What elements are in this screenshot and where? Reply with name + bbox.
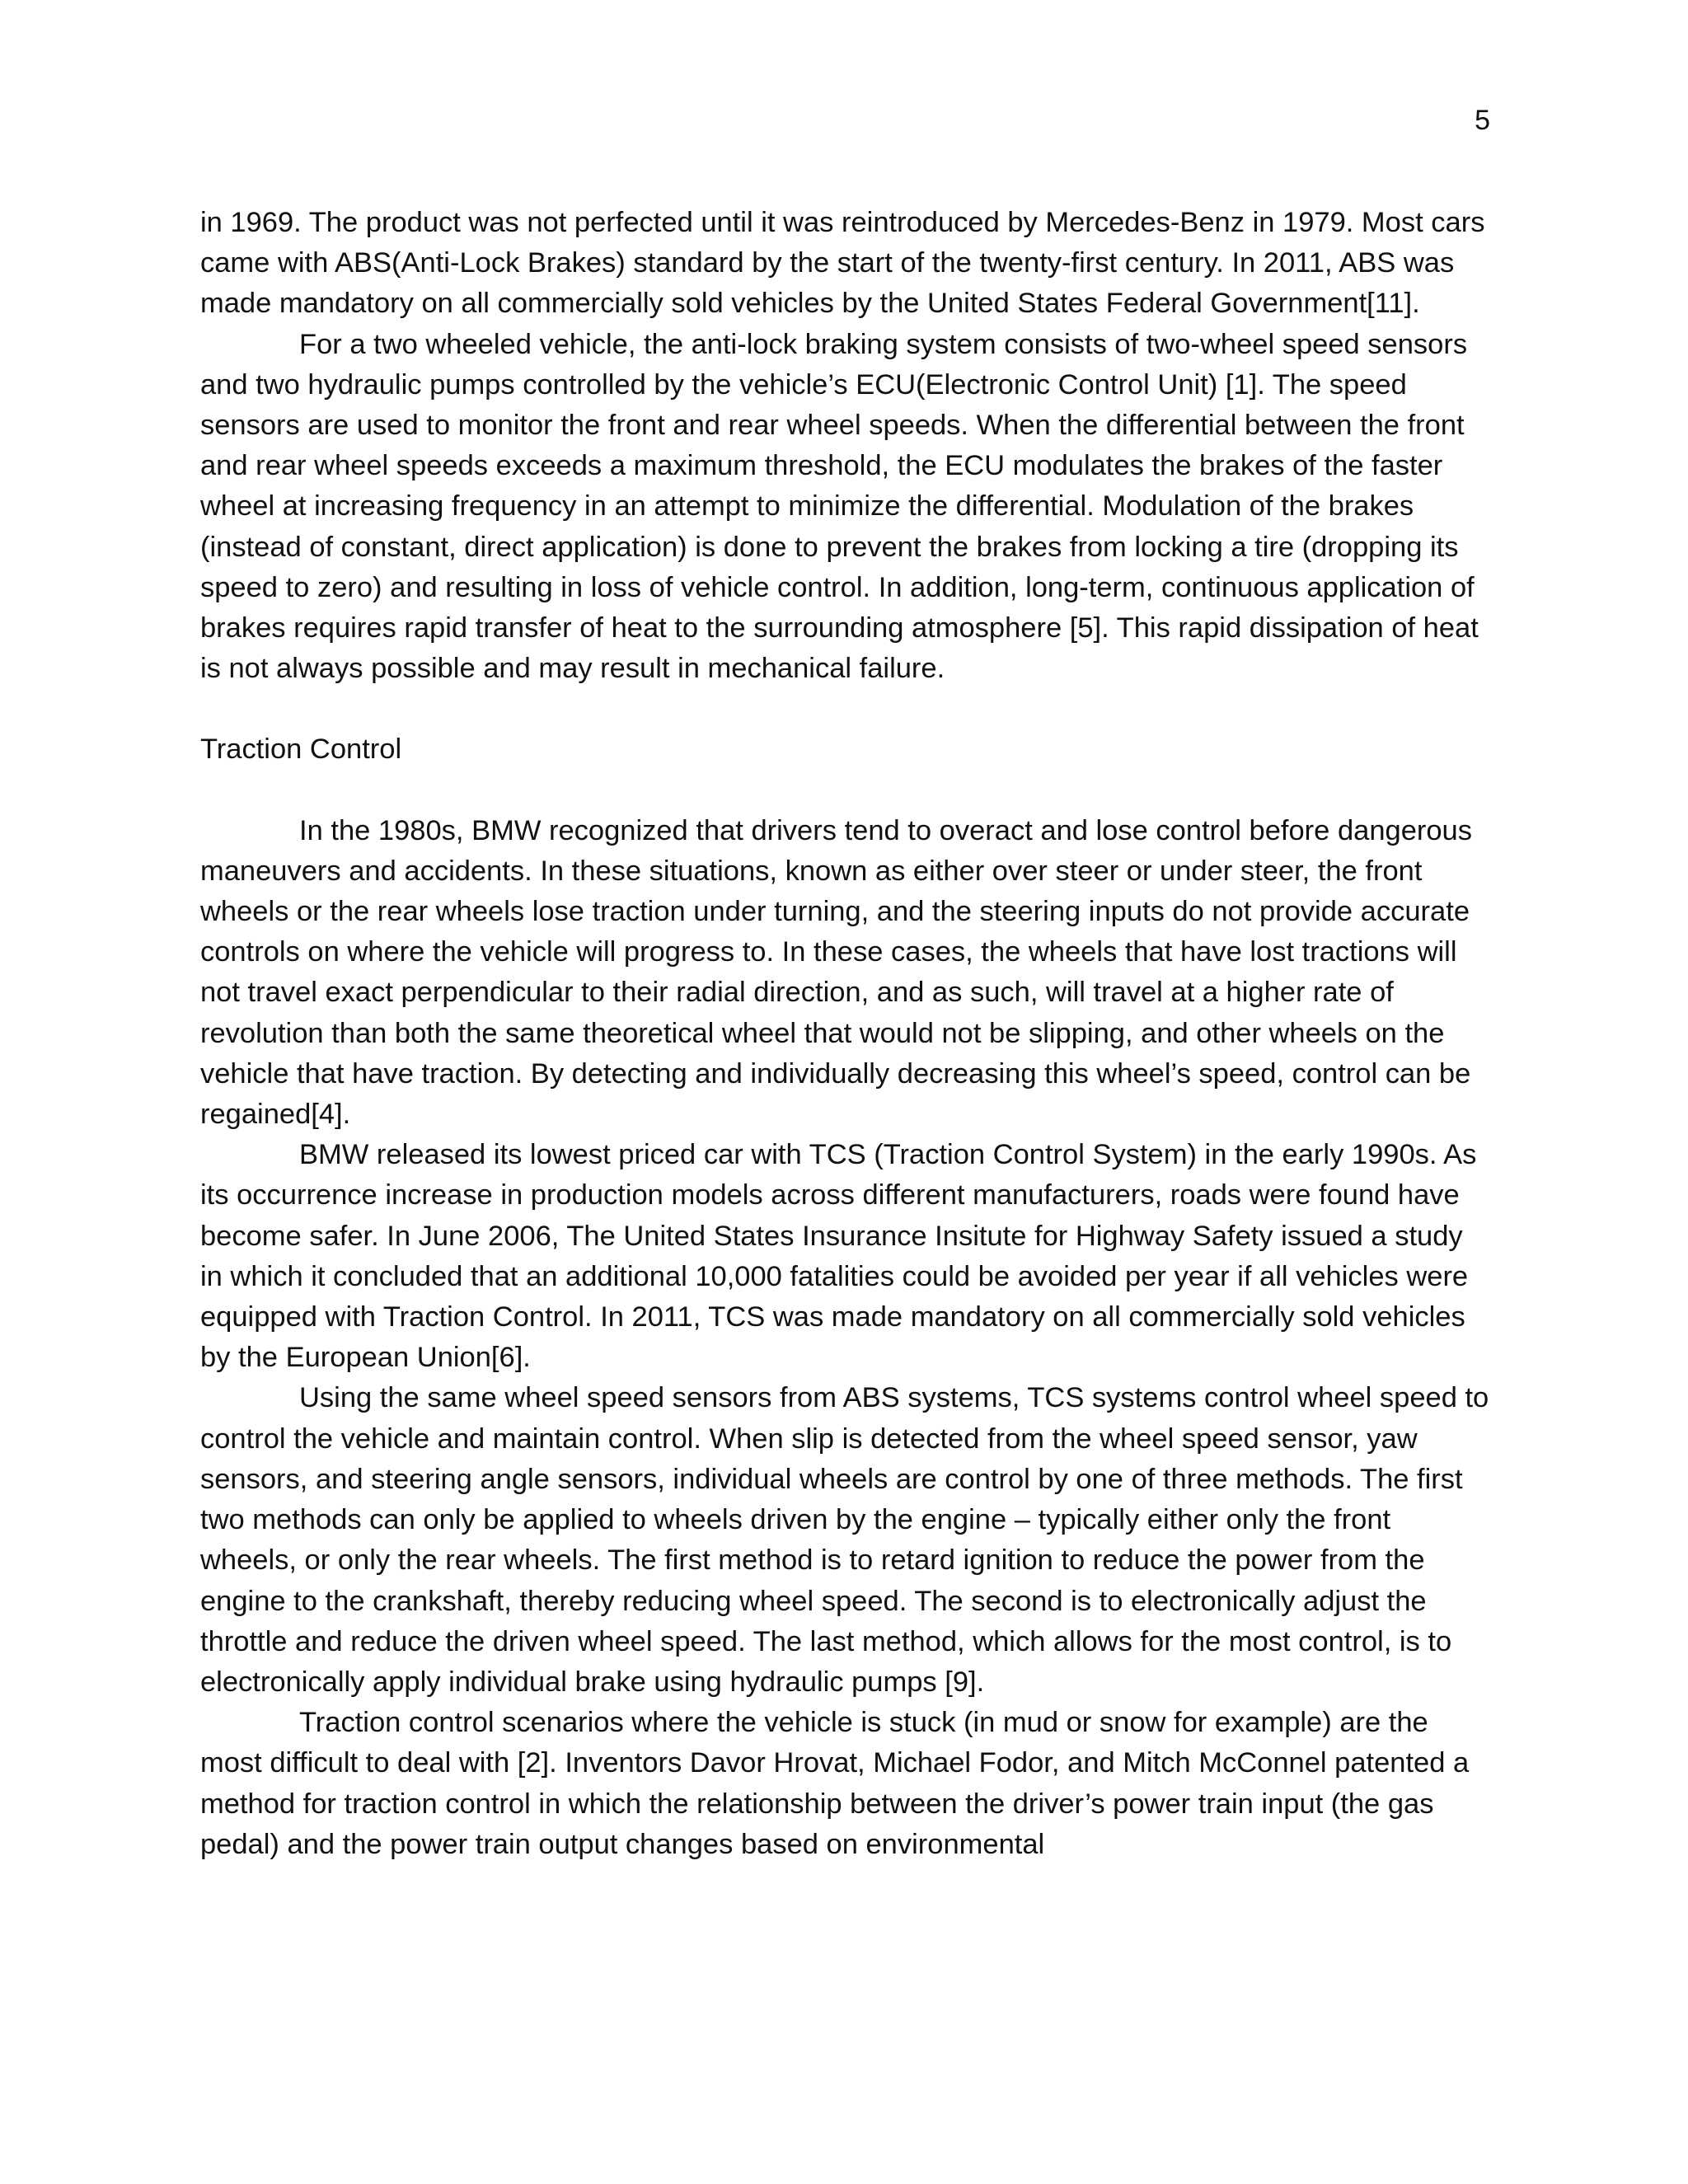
section-heading-traction-control: Traction Control: [200, 733, 402, 766]
paragraph-stuck-vehicle-traction: Traction control scenarios where the vehicle is stuck (in mud or snow for example) are the most difficult to deal with [2]. Inventors Davor Hrovat, Michael Fodor, and Mitch McConnel patented a method for traction control in which the relationship between the driver’s power train input (the gas pedal) and the power train output changes based on environmental: [200, 1707, 1470, 1860]
paragraph-tcs-methods: Using the same wheel speed sensors from ABS systems, TCS systems control wheel speed to control the vehicle and maintain control. When slip is detected from the wheel speed sensor, yaw sensors, and steering angle sensors, individual wheels are control by one of three methods. The first two methods can only be applied to wheels driven by the engine – typically either only the front wheels, or only the rear wheels. The first method is to retard ignition to reduce the power from the engine to the crankshaft, thereby reducing wheel speed. The second is to electronically adjust the throttle and reduce the driven wheel speed. The last method, which allows for the most control, is to electronically apply individual brake using hydraulic pumps [9].: [200, 1382, 1489, 1698]
paragraph-bmw-tcs-release: BMW released its lowest priced car with TCS (Traction Control System) in the early 1990s. As its occurrence increase in production models across different manufacturers, roads were found have become safer. In June 2006, The United States Insurance Insitute for Highway Safety issued a study in which it concluded that an additional 10,000 fatalities could be avoided per year if all vehicles were equipped with Traction Control. In 2011, TCS was made mandatory on all commercially sold vehicles by the European Union[6].: [200, 1139, 1477, 1374]
paragraph-continuation-abs-history: in 1969. The product was not perfected until it was reintroduced by Mercedes-Benz in 1979. Most cars came with ABS(Anti-Lock Brakes) standard by the start of the twenty-first century. In 2011, ABS was made mandatory on all commercially sold vehicles by the United States Federal Government[11].: [200, 207, 1485, 320]
paragraph-bmw-1980s: In the 1980s, BMW recognized that drivers tend to overact and lose control before dangerous maneuvers and accidents. In these situations, known as either over steer or under steer, the front wheels or the rear wheels lose traction under turning, and the steering inputs do not provide accurate controls on where the vehicle will progress to. In these cases, the wheels that have lost tractions will not travel exact perpendicular to their radial direction, and as such, will travel at a higher rate of revolution than both the same theoretical wheel that would not be slipping, and other wheels on the vehicle that have traction. By detecting and individually decreasing this wheel’s speed, control can be regained[4].: [200, 814, 1472, 1131]
paragraph-two-wheeled-abs: For a two wheeled vehicle, the anti-lock braking system consists of two-wheel speed sensors and two hydraulic pumps controlled by the vehicle’s ECU(Electronic Control Unit) [1]. The speed sensors are used to monitor the front and rear wheel speeds. When the differential between the front and rear wheel speeds exceeds a maximum threshold, the ECU modulates the brakes of the faster wheel at increasing frequency in an attempt to minimize the differential. Modulation of the brakes (instead of constant, direct application) is done to prevent the brakes from locking a tire (dropping its speed to zero) and resulting in loss of vehicle control. In addition, long-term, continuous application of brakes requires rapid transfer of heat to the surrounding atmosphere [5]. This rapid dissipation of heat is not always possible and may result in mechanical failure.: [200, 328, 1479, 685]
document-body: [200, 203, 1491, 1865]
page-number: 5: [1475, 105, 1490, 136]
